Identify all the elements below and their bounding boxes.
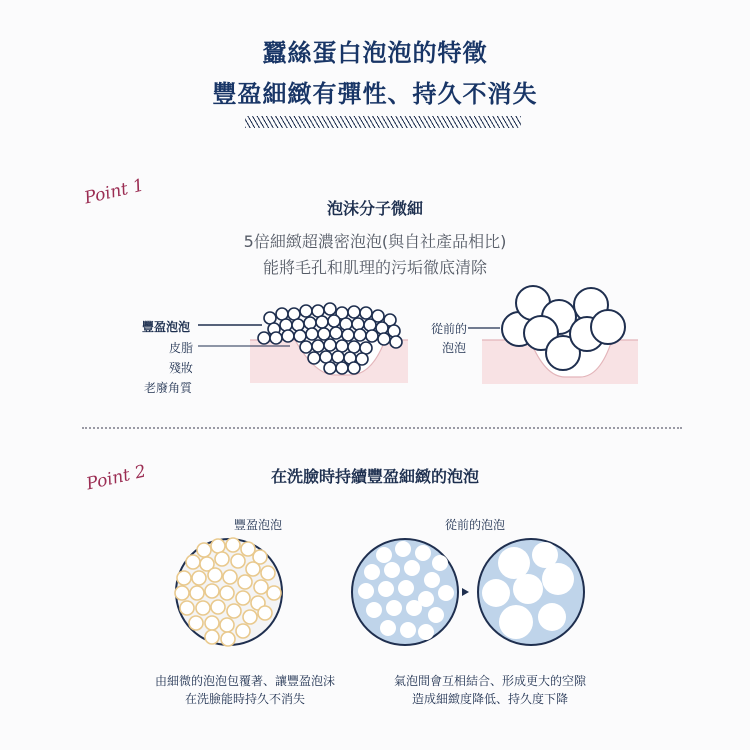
point1-heading: 泡沫分子微細 [326, 199, 423, 218]
left-caption-line1: 由細微的泡泡包覆著、讓豐盈泡沫 [154, 674, 335, 688]
left-caption-line2: 在洗臉能時持久不消失 [184, 692, 305, 706]
fine-bubble-circle [175, 538, 282, 646]
label-old-foam-line1: 從前的 [431, 322, 468, 336]
foam-circle-comparison [160, 535, 600, 655]
page-subtitle: 豐盈細緻有彈性、持久不消失 [212, 80, 538, 108]
section-divider [82, 427, 682, 429]
point1-desc-line1: 5倍細緻超濃密泡泡(與自社產品相比) [243, 232, 507, 251]
right-caption-line1: 氣泡間會互相結合、形成更大的空隙 [393, 674, 586, 688]
old-foam-title: 從前的泡泡 [444, 518, 505, 532]
old-foam-skin-diagram [482, 286, 638, 384]
point2-badge: Point 2 [84, 461, 148, 495]
point1-badge: Point 1 [82, 175, 146, 209]
medium-bubble-circle [352, 539, 458, 645]
rich-foam-skin-diagram [250, 303, 408, 383]
decorative-stripe [245, 116, 521, 128]
page-title: 蠶絲蛋白泡泡的特徵 [262, 39, 488, 67]
right-caption-line2: 造成細緻度降低、持久度下降 [411, 692, 568, 706]
label-makeup-residue: 殘妝 [169, 361, 194, 375]
arrow-icon [462, 588, 469, 596]
large-bubble-circle [478, 539, 584, 645]
label-dead-skin: 老廢角質 [144, 381, 193, 395]
label-sebum: 皮脂 [169, 341, 194, 355]
rich-foam-title: 豐盈泡泡 [233, 518, 282, 532]
point2-heading: 在洗臉時持續豐盈細緻的泡泡 [270, 467, 479, 486]
point1-desc-line2: 能將毛孔和肌理的污垢徹底清除 [262, 258, 487, 277]
pore-comparison-diagram [0, 285, 750, 405]
label-old-foam-line2: 泡泡 [442, 341, 467, 355]
label-rich-foam: 豐盈泡泡 [142, 320, 191, 334]
